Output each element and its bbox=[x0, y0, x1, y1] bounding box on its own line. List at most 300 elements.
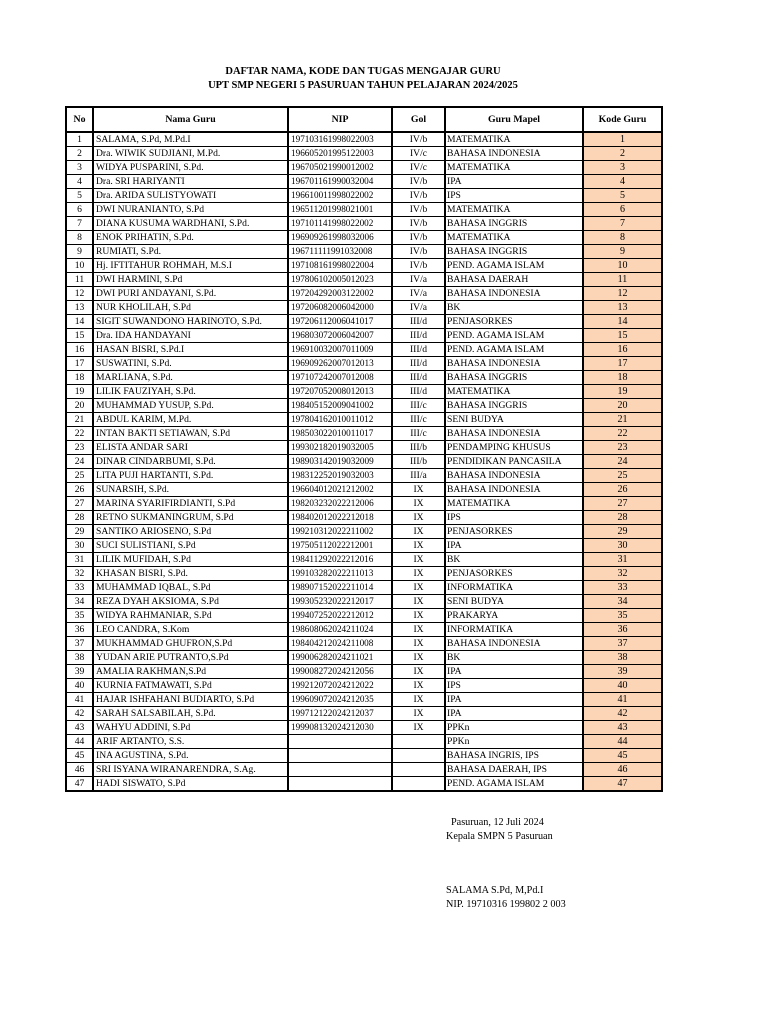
cell-gol: IX bbox=[392, 567, 445, 581]
cell-kode: 27 bbox=[583, 497, 662, 511]
cell-nama: KHASAN BISRI, S.Pd. bbox=[93, 567, 288, 581]
cell-mapel: MATEMATIKA bbox=[445, 203, 583, 217]
table-row bbox=[66, 132, 662, 147]
table-row bbox=[66, 483, 662, 497]
cell-kode: 16 bbox=[583, 343, 662, 357]
table-row bbox=[66, 245, 662, 259]
cell-nip: 196605201995122003 bbox=[288, 147, 392, 161]
cell-nip: 196909261998032006 bbox=[288, 231, 392, 245]
cell-nama: LEO CANDRA, S.Kom bbox=[93, 623, 288, 637]
cell-kode: 47 bbox=[583, 777, 662, 792]
cell-no: 38 bbox=[66, 651, 93, 665]
signature-place-date: Pasuruan, 12 Juli 2024 bbox=[451, 817, 544, 828]
cell-mapel: MATEMATIKA bbox=[445, 161, 583, 175]
cell-nama: AMALIA RAKHMAN,S.Pd bbox=[93, 665, 288, 679]
cell-nip: 198503022010011017 bbox=[288, 427, 392, 441]
cell-gol: IV/b bbox=[392, 175, 445, 189]
cell-mapel: BAHASA INDONESIA bbox=[445, 483, 583, 497]
table-row bbox=[66, 203, 662, 217]
cell-kode: 21 bbox=[583, 413, 662, 427]
table-row bbox=[66, 427, 662, 441]
cell-kode: 3 bbox=[583, 161, 662, 175]
cell-no: 12 bbox=[66, 287, 93, 301]
cell-gol bbox=[392, 763, 445, 777]
cell-gol: IX bbox=[392, 651, 445, 665]
cell-nama: Dra. SRI HARIYANTI bbox=[93, 175, 288, 189]
cell-gol: IV/b bbox=[392, 259, 445, 273]
cell-no: 39 bbox=[66, 665, 93, 679]
table-row bbox=[66, 441, 662, 455]
cell-mapel: PENJASORKES bbox=[445, 315, 583, 329]
cell-nama: MUKHAMMAD GHUFRON,S.Pd bbox=[93, 637, 288, 651]
cell-gol: III/d bbox=[392, 329, 445, 343]
cell-nama: SUCI SULISTIANI, S.Pd bbox=[93, 539, 288, 553]
cell-no: 27 bbox=[66, 497, 93, 511]
cell-nip: 198312252019032003 bbox=[288, 469, 392, 483]
cell-nama: SUNARSIH, S.Pd. bbox=[93, 483, 288, 497]
cell-no: 41 bbox=[66, 693, 93, 707]
cell-nip: 199712122024212037 bbox=[288, 707, 392, 721]
table-row bbox=[66, 539, 662, 553]
cell-mapel: PEND. AGAMA ISLAM bbox=[445, 329, 583, 343]
cell-gol: III/d bbox=[392, 357, 445, 371]
cell-kode: 40 bbox=[583, 679, 662, 693]
cell-mapel: MATEMATIKA bbox=[445, 132, 583, 147]
table-row bbox=[66, 343, 662, 357]
cell-nip: 197103161998022003 bbox=[288, 132, 392, 147]
cell-gol: IX bbox=[392, 539, 445, 553]
cell-nip: 197101141998022002 bbox=[288, 217, 392, 231]
cell-nama: RUMIATI, S.Pd. bbox=[93, 245, 288, 259]
cell-nama: WIDYA RAHMANIAR, S.Pd bbox=[93, 609, 288, 623]
cell-gol: IX bbox=[392, 483, 445, 497]
cell-mapel: PPKn bbox=[445, 721, 583, 735]
cell-kode: 9 bbox=[583, 245, 662, 259]
cell-no: 9 bbox=[66, 245, 93, 259]
cell-gol: IX bbox=[392, 665, 445, 679]
cell-nama: Dra. WIWIK SUDJIANI, M.Pd. bbox=[93, 147, 288, 161]
cell-kode: 33 bbox=[583, 581, 662, 595]
cell-kode: 12 bbox=[583, 287, 662, 301]
cell-gol: IX bbox=[392, 637, 445, 651]
cell-no: 36 bbox=[66, 623, 93, 637]
cell-nama: DIANA KUSUMA WARDHANI, S.Pd. bbox=[93, 217, 288, 231]
table-row bbox=[66, 567, 662, 581]
cell-nama: SANTIKO ARIOSENO, S.Pd bbox=[93, 525, 288, 539]
cell-nip: 197207052008012013 bbox=[288, 385, 392, 399]
cell-nip: 197108161998022004 bbox=[288, 259, 392, 273]
cell-no: 45 bbox=[66, 749, 93, 763]
cell-no: 10 bbox=[66, 259, 93, 273]
cell-no: 37 bbox=[66, 637, 93, 651]
table-body bbox=[66, 132, 662, 791]
cell-nama: RETNO SUKMANINGRUM, S.Pd bbox=[93, 511, 288, 525]
cell-nama: DWI NURANIANTO, S.Pd bbox=[93, 203, 288, 217]
cell-mapel: PENDAMPING KHUSUS bbox=[445, 441, 583, 455]
cell-kode: 25 bbox=[583, 469, 662, 483]
cell-nip: 197505112022212001 bbox=[288, 539, 392, 553]
cell-kode: 30 bbox=[583, 539, 662, 553]
cell-gol: III/c bbox=[392, 399, 445, 413]
cell-gol: IX bbox=[392, 679, 445, 693]
cell-mapel: IPA bbox=[445, 539, 583, 553]
signature-nip: NIP. 19710316 199802 2 003 bbox=[446, 899, 566, 910]
cell-gol: III/d bbox=[392, 385, 445, 399]
cell-nip: 198404212024211008 bbox=[288, 637, 392, 651]
cell-no: 6 bbox=[66, 203, 93, 217]
cell-gol: IV/b bbox=[392, 132, 445, 147]
cell-nip: 198907152022211014 bbox=[288, 581, 392, 595]
table-row bbox=[66, 161, 662, 175]
cell-nip: 197806102005012023 bbox=[288, 273, 392, 287]
cell-nama: SALAMA, S.Pd, M.Pd.I bbox=[93, 132, 288, 147]
cell-no: 20 bbox=[66, 399, 93, 413]
cell-nama: LILIK MUFIDAH, S.Pd bbox=[93, 553, 288, 567]
cell-gol: IX bbox=[392, 511, 445, 525]
cell-kode: 2 bbox=[583, 147, 662, 161]
cell-nama: DWI PURI ANDAYANI, S.Pd. bbox=[93, 287, 288, 301]
cell-nama: HAJAR ISHFAHANI BUDIARTO, S.Pd bbox=[93, 693, 288, 707]
cell-nip: 196610011998022002 bbox=[288, 189, 392, 203]
cell-nip: 199305232022212017 bbox=[288, 595, 392, 609]
cell-gol: III/c bbox=[392, 427, 445, 441]
cell-mapel: BAHASA INGGRIS bbox=[445, 245, 583, 259]
cell-mapel: BAHASA INGGRIS bbox=[445, 217, 583, 231]
cell-kode: 15 bbox=[583, 329, 662, 343]
cell-nip bbox=[288, 763, 392, 777]
cell-kode: 11 bbox=[583, 273, 662, 287]
cell-kode: 45 bbox=[583, 749, 662, 763]
cell-nip: 196705021990012002 bbox=[288, 161, 392, 175]
table-row bbox=[66, 455, 662, 469]
cell-kode: 22 bbox=[583, 427, 662, 441]
table-row bbox=[66, 763, 662, 777]
cell-nip: 199006282024211021 bbox=[288, 651, 392, 665]
cell-no: 30 bbox=[66, 539, 93, 553]
cell-mapel: BAHASA INDONESIA bbox=[445, 427, 583, 441]
cell-nip: 196511201998021001 bbox=[288, 203, 392, 217]
cell-gol: III/c bbox=[392, 413, 445, 427]
cell-mapel: PENDIDIKAN PANCASILA bbox=[445, 455, 583, 469]
cell-no: 28 bbox=[66, 511, 93, 525]
cell-nama: INA AGUSTINA, S.Pd. bbox=[93, 749, 288, 763]
table-row bbox=[66, 525, 662, 539]
cell-no: 43 bbox=[66, 721, 93, 735]
cell-kode: 6 bbox=[583, 203, 662, 217]
cell-nip bbox=[288, 735, 392, 749]
cell-kode: 36 bbox=[583, 623, 662, 637]
cell-nip: 197206112006041017 bbox=[288, 315, 392, 329]
cell-no: 25 bbox=[66, 469, 93, 483]
cell-kode: 8 bbox=[583, 231, 662, 245]
cell-gol: IV/a bbox=[392, 287, 445, 301]
cell-kode: 4 bbox=[583, 175, 662, 189]
cell-gol: III/d bbox=[392, 371, 445, 385]
cell-mapel: PENJASORKES bbox=[445, 567, 583, 581]
cell-no: 16 bbox=[66, 343, 93, 357]
cell-mapel: BAHASA DAERAH, IPS bbox=[445, 763, 583, 777]
cell-no: 44 bbox=[66, 735, 93, 749]
header-nama: Nama Guru bbox=[93, 107, 288, 132]
header-mapel: Guru Mapel bbox=[445, 107, 583, 132]
cell-kode: 17 bbox=[583, 357, 662, 371]
cell-no: 46 bbox=[66, 763, 93, 777]
table-row bbox=[66, 693, 662, 707]
cell-mapel: INFORMATIKA bbox=[445, 623, 583, 637]
table-row bbox=[66, 665, 662, 679]
cell-no: 24 bbox=[66, 455, 93, 469]
header-gol: Gol bbox=[392, 107, 445, 132]
table-row bbox=[66, 623, 662, 637]
cell-no: 31 bbox=[66, 553, 93, 567]
cell-mapel: PEND. AGAMA ISLAM bbox=[445, 343, 583, 357]
cell-no: 3 bbox=[66, 161, 93, 175]
header-kode: Kode Guru bbox=[583, 107, 662, 132]
cell-mapel: SENI BUDYA bbox=[445, 413, 583, 427]
cell-mapel: BAHASA INDONESIA bbox=[445, 287, 583, 301]
cell-mapel: IPA bbox=[445, 175, 583, 189]
table-row bbox=[66, 259, 662, 273]
cell-kode: 18 bbox=[583, 371, 662, 385]
cell-mapel: PEND. AGAMA ISLAM bbox=[445, 259, 583, 273]
cell-nama: NUR KHOLILAH, S.Pd bbox=[93, 301, 288, 315]
cell-nip: 197107242007012008 bbox=[288, 371, 392, 385]
cell-nip: 199212072024212022 bbox=[288, 679, 392, 693]
cell-no: 21 bbox=[66, 413, 93, 427]
cell-kode: 46 bbox=[583, 763, 662, 777]
table-row bbox=[66, 707, 662, 721]
cell-nip: 199609072024212035 bbox=[288, 693, 392, 707]
cell-mapel: BAHASA INGGRIS bbox=[445, 371, 583, 385]
cell-mapel: BAHASA INDONESIA bbox=[445, 357, 583, 371]
cell-gol: IV/b bbox=[392, 231, 445, 245]
cell-nama: MUHAMMAD IQBAL, S.Pd bbox=[93, 581, 288, 595]
cell-gol: III/b bbox=[392, 455, 445, 469]
cell-nip: 196711111991032008 bbox=[288, 245, 392, 259]
cell-no: 23 bbox=[66, 441, 93, 455]
cell-nama: REZA DYAH AKSIOMA, S.Pd bbox=[93, 595, 288, 609]
cell-nama: HASAN BISRI, S.Pd.I bbox=[93, 343, 288, 357]
cell-no: 15 bbox=[66, 329, 93, 343]
table-row bbox=[66, 581, 662, 595]
cell-nama: ABDUL KARIM, M.Pd. bbox=[93, 413, 288, 427]
cell-nip: 196701161990032004 bbox=[288, 175, 392, 189]
cell-mapel: BAHASA INDONESIA bbox=[445, 637, 583, 651]
cell-no: 29 bbox=[66, 525, 93, 539]
cell-kode: 14 bbox=[583, 315, 662, 329]
cell-no: 34 bbox=[66, 595, 93, 609]
cell-nip bbox=[288, 777, 392, 792]
cell-kode: 1 bbox=[583, 132, 662, 147]
cell-mapel: MATEMATIKA bbox=[445, 385, 583, 399]
cell-nip: 197204292003122002 bbox=[288, 287, 392, 301]
cell-mapel: BAHASA INGRIS, IPS bbox=[445, 749, 583, 763]
cell-gol bbox=[392, 735, 445, 749]
cell-nip: 197206082006042000 bbox=[288, 301, 392, 315]
cell-gol: IX bbox=[392, 525, 445, 539]
cell-no: 40 bbox=[66, 679, 93, 693]
cell-no: 4 bbox=[66, 175, 93, 189]
table-row bbox=[66, 735, 662, 749]
document-title: DAFTAR NAMA, KODE DAN TUGAS MENGAJAR GURU bbox=[225, 66, 501, 77]
cell-nip: 196803072006042007 bbox=[288, 329, 392, 343]
cell-nama: ELISTA ANDAR SARI bbox=[93, 441, 288, 455]
cell-nip: 199302182019032005 bbox=[288, 441, 392, 455]
cell-kode: 32 bbox=[583, 567, 662, 581]
cell-mapel: IPS bbox=[445, 511, 583, 525]
cell-nama: LITA PUJI HARTANTI, S.Pd. bbox=[93, 469, 288, 483]
cell-kode: 35 bbox=[583, 609, 662, 623]
cell-gol bbox=[392, 777, 445, 792]
table-row bbox=[66, 777, 662, 792]
cell-kode: 24 bbox=[583, 455, 662, 469]
cell-mapel: SENI BUDYA bbox=[445, 595, 583, 609]
cell-nama: MARINA SYARIFIRDIANTI, S.Pd bbox=[93, 497, 288, 511]
cell-gol: IV/b bbox=[392, 189, 445, 203]
table-row bbox=[66, 609, 662, 623]
cell-kode: 37 bbox=[583, 637, 662, 651]
cell-kode: 20 bbox=[583, 399, 662, 413]
table-row bbox=[66, 385, 662, 399]
cell-gol: IX bbox=[392, 623, 445, 637]
cell-gol: III/d bbox=[392, 343, 445, 357]
cell-gol: IV/c bbox=[392, 161, 445, 175]
cell-kode: 28 bbox=[583, 511, 662, 525]
table-row bbox=[66, 371, 662, 385]
cell-gol: IV/b bbox=[392, 217, 445, 231]
cell-gol: IX bbox=[392, 553, 445, 567]
cell-nama: Dra. ARIDA SULISTYOWATI bbox=[93, 189, 288, 203]
cell-no: 14 bbox=[66, 315, 93, 329]
table-row bbox=[66, 469, 662, 483]
table-row bbox=[66, 147, 662, 161]
cell-mapel: BK bbox=[445, 553, 583, 567]
cell-nama: KURNIA FATMAWATI, S.Pd bbox=[93, 679, 288, 693]
table-row bbox=[66, 329, 662, 343]
cell-nip: 196604012021212002 bbox=[288, 483, 392, 497]
table-header-row bbox=[66, 107, 662, 132]
table-row bbox=[66, 273, 662, 287]
cell-nama: SARAH SALSABILAH, S.Pd. bbox=[93, 707, 288, 721]
cell-no: 35 bbox=[66, 609, 93, 623]
cell-mapel: BK bbox=[445, 651, 583, 665]
cell-gol: IV/a bbox=[392, 273, 445, 287]
cell-no: 47 bbox=[66, 777, 93, 792]
cell-kode: 34 bbox=[583, 595, 662, 609]
cell-kode: 38 bbox=[583, 651, 662, 665]
cell-gol: IV/b bbox=[392, 203, 445, 217]
table-row bbox=[66, 553, 662, 567]
signature-name: SALAMA S.Pd, M,Pd.I bbox=[446, 885, 544, 896]
cell-gol: IX bbox=[392, 595, 445, 609]
cell-no: 32 bbox=[66, 567, 93, 581]
cell-gol: IV/b bbox=[392, 245, 445, 259]
table-row bbox=[66, 721, 662, 735]
cell-no: 42 bbox=[66, 707, 93, 721]
cell-nama: SIGIT SUWANDONO HARINOTO, S.Pd. bbox=[93, 315, 288, 329]
cell-nama: DWI HARMINI, S.Pd bbox=[93, 273, 288, 287]
teacher-table bbox=[65, 106, 663, 792]
table-row bbox=[66, 497, 662, 511]
cell-kode: 44 bbox=[583, 735, 662, 749]
cell-no: 5 bbox=[66, 189, 93, 203]
cell-nip: 198608062024211024 bbox=[288, 623, 392, 637]
table-row bbox=[66, 287, 662, 301]
cell-gol: IX bbox=[392, 581, 445, 595]
table-row bbox=[66, 749, 662, 763]
cell-nama: ARIF ARTANTO, S.S. bbox=[93, 735, 288, 749]
cell-nama: DINAR CINDARBUMI, S.Pd. bbox=[93, 455, 288, 469]
cell-nip: 199008272024212056 bbox=[288, 665, 392, 679]
cell-gol: IX bbox=[392, 609, 445, 623]
cell-kode: 42 bbox=[583, 707, 662, 721]
table-row bbox=[66, 301, 662, 315]
cell-gol: III/a bbox=[392, 469, 445, 483]
cell-mapel: IPS bbox=[445, 189, 583, 203]
table-row bbox=[66, 231, 662, 245]
cell-nama: SRI ISYANA WIRANARENDRA, S.Ag. bbox=[93, 763, 288, 777]
table-row bbox=[66, 189, 662, 203]
cell-no: 7 bbox=[66, 217, 93, 231]
cell-mapel: MATEMATIKA bbox=[445, 497, 583, 511]
cell-mapel: PPKn bbox=[445, 735, 583, 749]
table-row bbox=[66, 637, 662, 651]
table-row bbox=[66, 217, 662, 231]
cell-nip: 198402012022212018 bbox=[288, 511, 392, 525]
cell-gol: III/b bbox=[392, 441, 445, 455]
cell-kode: 41 bbox=[583, 693, 662, 707]
cell-nama: MUHAMMAD YUSUP, S.Pd. bbox=[93, 399, 288, 413]
cell-nama: WIDYA PUSPARINI, S.Pd. bbox=[93, 161, 288, 175]
cell-gol bbox=[392, 749, 445, 763]
cell-no: 22 bbox=[66, 427, 93, 441]
cell-nip: 198203232022212006 bbox=[288, 497, 392, 511]
cell-mapel: IPS bbox=[445, 679, 583, 693]
cell-nama: WAHYU ADDINI, S.Pd bbox=[93, 721, 288, 735]
table-row bbox=[66, 315, 662, 329]
cell-nip: 196910032007011009 bbox=[288, 343, 392, 357]
cell-mapel: IPA bbox=[445, 693, 583, 707]
cell-no: 17 bbox=[66, 357, 93, 371]
cell-nip bbox=[288, 749, 392, 763]
cell-no: 18 bbox=[66, 371, 93, 385]
cell-mapel: INFORMATIKA bbox=[445, 581, 583, 595]
cell-nip: 199908132024212030 bbox=[288, 721, 392, 735]
cell-nip: 198405152009041002 bbox=[288, 399, 392, 413]
cell-mapel: BAHASA DAERAH bbox=[445, 273, 583, 287]
cell-kode: 43 bbox=[583, 721, 662, 735]
table-row bbox=[66, 651, 662, 665]
cell-nama: ENOK PRIHATIN, S.Pd. bbox=[93, 231, 288, 245]
cell-nip: 199103282022211013 bbox=[288, 567, 392, 581]
cell-nip: 199407252022212012 bbox=[288, 609, 392, 623]
cell-kode: 19 bbox=[583, 385, 662, 399]
cell-kode: 13 bbox=[583, 301, 662, 315]
cell-no: 19 bbox=[66, 385, 93, 399]
cell-mapel: PRAKARYA bbox=[445, 609, 583, 623]
cell-kode: 5 bbox=[583, 189, 662, 203]
cell-nip: 199210312022211002 bbox=[288, 525, 392, 539]
cell-mapel: IPA bbox=[445, 665, 583, 679]
cell-mapel: BAHASA INDONESIA bbox=[445, 147, 583, 161]
cell-nama: YUDAN ARIE PUTRANTO,S.Pd bbox=[93, 651, 288, 665]
document-subtitle: UPT SMP NEGERI 5 PASURUAN TAHUN PELAJARAN 2024/2025 bbox=[208, 80, 518, 91]
cell-mapel: PENJASORKES bbox=[445, 525, 583, 539]
cell-mapel: BAHASA INDONESIA bbox=[445, 469, 583, 483]
cell-no: 2 bbox=[66, 147, 93, 161]
cell-mapel: MATEMATIKA bbox=[445, 231, 583, 245]
table-row bbox=[66, 399, 662, 413]
